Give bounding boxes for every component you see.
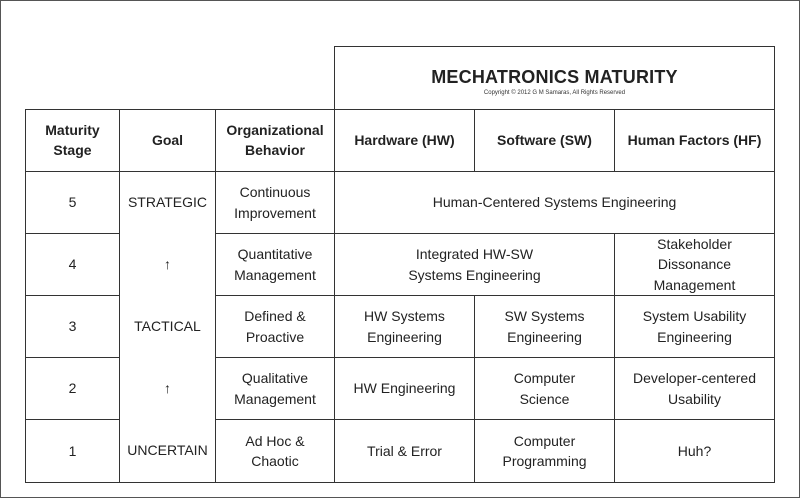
- up-arrow-icon: ↑: [164, 256, 171, 272]
- header-human-factors: Human Factors (HF): [614, 109, 775, 172]
- header-software: Software (SW): [474, 109, 615, 172]
- org-behavior-5: Continuous Improvement: [215, 171, 335, 234]
- goal-strategic: STRATEGIC: [127, 194, 208, 210]
- goal-tactical: TACTICAL: [134, 318, 201, 334]
- org-behavior-4: Quantitative Management: [215, 233, 335, 296]
- engineering-1-hw: Trial & Error: [334, 419, 475, 483]
- goal-uncertain: UNCERTAIN: [127, 442, 208, 458]
- stage-4: 4: [25, 233, 120, 296]
- engineering-1-sw: Computer Programming: [474, 419, 615, 483]
- engineering-4-hw-sw: Integrated HW-SW Systems Engineering: [334, 233, 615, 296]
- engineering-3-hw: HW Systems Engineering: [334, 295, 475, 358]
- engineering-5-all: Human-Centered Systems Engineering: [334, 171, 775, 234]
- org-behavior-1: Ad Hoc & Chaotic: [215, 419, 335, 483]
- org-behavior-2: Qualitative Management: [215, 357, 335, 420]
- title-box: [334, 46, 775, 110]
- engineering-1-hf: Huh?: [614, 419, 775, 483]
- stage-2: 2: [25, 357, 120, 420]
- engineering-3-hf: System Usability Engineering: [614, 295, 775, 358]
- engineering-2-sw: Computer Science: [474, 357, 615, 420]
- up-arrow-icon: ↑: [164, 380, 171, 396]
- header-goal: Goal: [119, 109, 216, 172]
- header-hardware: Hardware (HW): [334, 109, 475, 172]
- engineering-4-hf: Stakeholder Dissonance Management: [614, 233, 775, 296]
- engineering-2-hw: HW Engineering: [334, 357, 475, 420]
- engineering-2-hf: Developer-centered Usability: [614, 357, 775, 420]
- stage-5: 5: [25, 171, 120, 234]
- copyright-notice: Copyright © 2012 G M Samaras, All Rights Reserved: [483, 90, 626, 97]
- goal-column: [119, 171, 216, 483]
- table-title: MECHATRONICS MATURITY: [431, 66, 678, 87]
- header-maturity-stage: Maturity Stage: [25, 109, 120, 172]
- engineering-3-sw: SW Systems Engineering: [474, 295, 615, 358]
- header-organizational-behavior: Organizational Behavior: [215, 109, 335, 172]
- stage-3: 3: [25, 295, 120, 358]
- org-behavior-3: Defined & Proactive: [215, 295, 335, 358]
- stage-1: 1: [25, 419, 120, 483]
